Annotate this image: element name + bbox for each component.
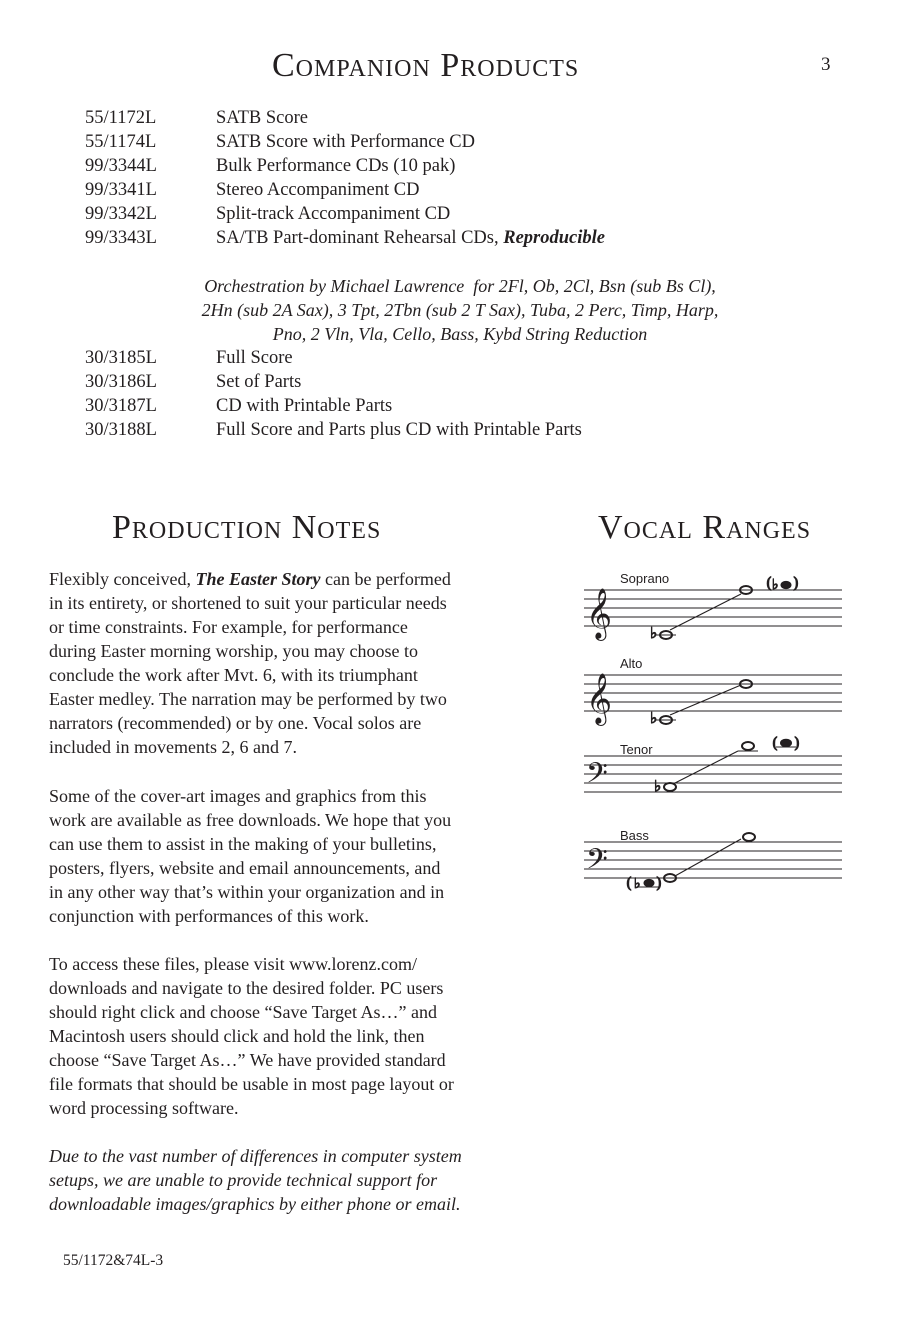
paragraph-line: posters, flyers, website and email announcements, and (49, 858, 441, 878)
voice-label: Soprano (620, 571, 670, 586)
paragraph-line: during Easter morning worship, you may choose to (49, 641, 418, 661)
paragraph-line: should right click and choose “Save Target As…” and (49, 1002, 437, 1022)
voice-label: Alto (620, 656, 643, 671)
product-code: 30/3187L (85, 396, 157, 416)
paragraph-line: in its entirety, or shortened to suit your particular needs (49, 593, 447, 613)
production-notes-paragraph-1 (49, 567, 489, 759)
bass-clef-icon: 𝄢 (586, 757, 608, 797)
paragraph-line: Macintosh users should click and hold the link, then (49, 1026, 425, 1046)
work-title: The Easter Story (195, 569, 321, 589)
product-code: 30/3185L (85, 348, 157, 368)
close-paren: ) (793, 574, 799, 592)
whole-note-icon (664, 783, 676, 791)
production-notes-heading: Production Notes (112, 509, 382, 546)
product-description: Full Score (216, 348, 293, 368)
paragraph-line: or time constraints. For example, for performance (49, 617, 408, 637)
filled-note-icon (781, 739, 792, 747)
filled-note-icon (644, 879, 654, 886)
page-number: 3 (821, 54, 831, 75)
paragraph-line: To access these files, please visit www.lorenz.com/ (49, 954, 417, 974)
whole-note-icon (743, 833, 755, 841)
product-description-text: SA/TB Part-dominant Rehearsal CDs, (216, 228, 504, 248)
product-code: 99/3342L (85, 204, 157, 224)
product-code: 30/3188L (85, 420, 157, 440)
paragraph-line: Easter medley. The narration may be performed by two (49, 689, 447, 709)
paragraph-line: word processing software. (49, 1098, 239, 1118)
paragraph-line: work are available as free downloads. We hope that you (49, 810, 452, 830)
paragraph-line (49, 567, 489, 591)
product-description: Set of Parts (216, 372, 302, 392)
vocal-ranges-heading: Vocal Ranges (598, 509, 812, 546)
product-code: 55/1174L (85, 132, 157, 152)
paragraph-line: downloadable images/graphics by either phone or email. (49, 1194, 461, 1214)
bass-clef-icon: 𝄢 (586, 843, 608, 883)
product-code: 99/3341L (85, 180, 157, 200)
product-code: 99/3343L (85, 228, 157, 248)
line-text: can be performed (320, 569, 451, 589)
orchestration-line: 2Hn (sub 2A Sax), 3 Tpt, 2Tbn (sub 2 T Sax), Tuba, 2 Perc, Timp, Harp, (201, 300, 719, 320)
product-description: Bulk Performance CDs (10 pak) (216, 156, 456, 176)
paragraph-line: in any other way that’s within your organization and in (49, 882, 445, 902)
paragraph-line: can use them to assist in the making of your bulletins, (49, 834, 437, 854)
flat-icon: ♭ (634, 877, 641, 892)
flat-icon: ♭ (650, 626, 658, 642)
product-description: Stereo Accompaniment CD (216, 180, 420, 200)
paragraph-line: conclude the work after Mvt. 6, with its triumphant (49, 665, 418, 685)
paragraph-line: Due to the vast number of differences in computer system (49, 1146, 462, 1166)
orchestration-note (120, 274, 800, 346)
product-description: CD with Printable Parts (216, 396, 393, 416)
paragraph-line: conjunction with performances of this work. (49, 906, 369, 926)
orchestration-line: Pno, 2 Vln, Vla, Cello, Bass, Kybd String Reduction (272, 324, 648, 344)
product-code: 30/3186L (85, 372, 157, 392)
flat-icon: ♭ (654, 779, 662, 795)
alto-staff (584, 675, 842, 711)
product-code: 55/1172L (85, 108, 157, 128)
line-text: Flexibly conceived, (49, 569, 196, 589)
close-paren: ) (794, 734, 800, 752)
flat-icon: ♭ (650, 711, 658, 727)
close-paren: ) (656, 874, 662, 892)
voice-label: Bass (620, 828, 649, 843)
bass-range-line (675, 839, 741, 876)
production-notes-paragraph-2 (49, 784, 489, 928)
voice-label: Tenor (620, 742, 653, 757)
paragraph-line: file formats that should be usable in most page layout or (49, 1074, 454, 1094)
paragraph-line: Some of the cover-art images and graphics from this (49, 786, 427, 806)
product-description (216, 226, 605, 250)
product-description: SATB Score (216, 108, 308, 128)
open-paren: ( (772, 734, 778, 752)
product-description: Split-track Accompaniment CD (216, 204, 451, 224)
orchestration-line: Orchestration by Michael Lawrence for 2Fl, Ob, 2Cl, Bsn (sub Bs Cl), (204, 276, 716, 296)
paragraph-line: choose “Save Target As…” We have provided standard (49, 1050, 446, 1070)
paragraph-line: narrators (recommended) or by one. Vocal solos are (49, 713, 422, 733)
tenor-staff (584, 756, 842, 792)
whole-note-icon (742, 742, 754, 750)
flat-icon: ♭ (772, 578, 779, 593)
companion-products-heading: Companion Products (272, 47, 580, 84)
product-code: 99/3344L (85, 156, 157, 176)
filled-note-icon (781, 581, 791, 588)
paragraph-line: downloads and navigate to the desired folder. PC users (49, 978, 444, 998)
treble-clef-icon: 𝄞 (586, 588, 613, 639)
open-paren: ( (766, 574, 772, 592)
paragraph-line: setups, we are unable to provide technical support for (49, 1170, 438, 1190)
paragraph-line: included in movements 2, 6 and 7. (49, 737, 297, 757)
open-paren: ( (626, 874, 632, 892)
product-description: SATB Score with Performance CD (216, 132, 475, 152)
footer-code: 55/1172&74L-3 (63, 1252, 164, 1269)
reproducible-emphasis: Reproducible (503, 228, 605, 248)
bass-staff (584, 842, 842, 878)
treble-clef-icon: 𝄞 (586, 673, 613, 724)
production-notes-paragraph-3 (49, 952, 489, 1120)
product-description: Full Score and Parts plus CD with Printable Parts (216, 420, 582, 440)
production-notes-disclaimer (49, 1144, 489, 1216)
vocal-ranges-figure (578, 568, 850, 898)
